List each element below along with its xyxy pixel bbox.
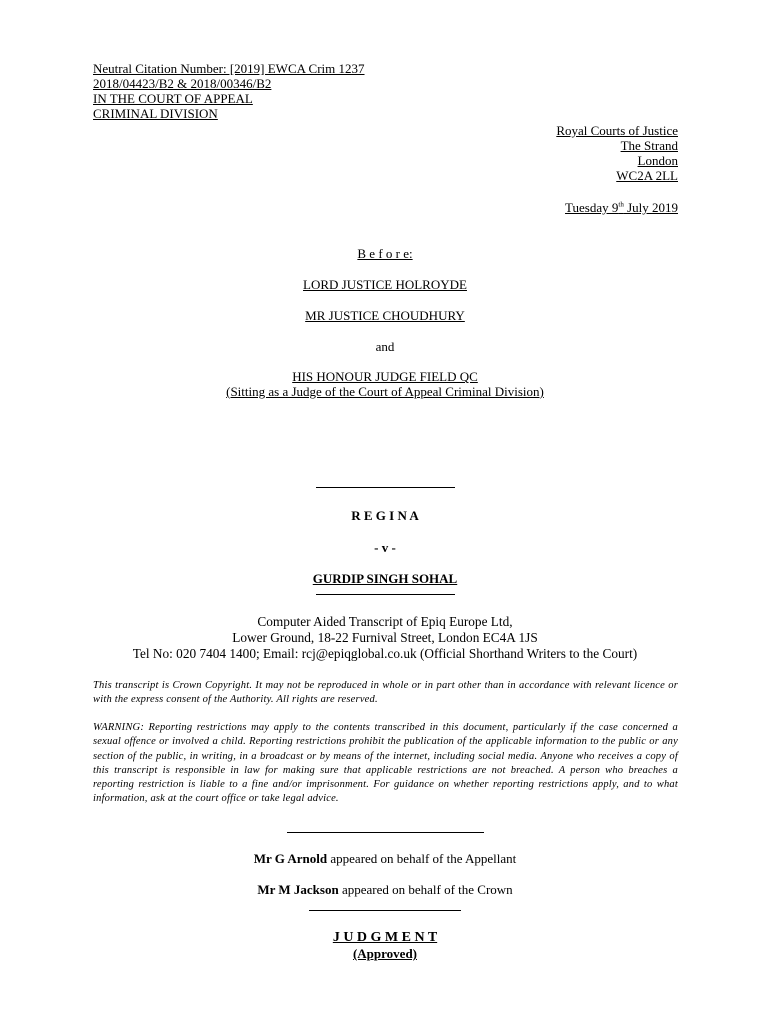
- crown-role: appeared on behalf of the Crown: [338, 882, 513, 897]
- divider-rule: [316, 487, 455, 488]
- divider-rule: [287, 832, 484, 833]
- judge-field-note: (Sitting as a Judge of the Court of Appeal Criminal Division): [226, 384, 544, 399]
- before-heading: B e f o r e:: [357, 246, 413, 261]
- address-line-3: London: [637, 153, 678, 168]
- address-line-2: The Strand: [620, 138, 678, 153]
- appellant-appearance: [0, 851, 770, 866]
- address-line-1: Royal Courts of Justice: [556, 123, 678, 138]
- transcript-line-2: Lower Ground, 18-22 Furnival Street, London EC4A 1JS: [232, 630, 538, 645]
- division-name: CRIMINAL DIVISION: [93, 106, 218, 121]
- court-name: IN THE COURT OF APPEAL: [93, 91, 253, 106]
- judge-holroyde: LORD JUSTICE HOLROYDE: [303, 277, 467, 292]
- regina-heading: R E G I N A: [351, 508, 419, 523]
- judge-field: HIS HONOUR JUDGE FIELD QC: [292, 369, 478, 384]
- hearing-date: [565, 200, 678, 215]
- crown-appearance: [0, 882, 770, 897]
- judgment-status: (Approved): [352, 946, 418, 961]
- case-numbers: 2018/04423/B2 & 2018/00346/B2: [93, 76, 272, 91]
- and-text: and: [375, 339, 395, 354]
- versus-text: - v -: [374, 540, 396, 555]
- judgment-heading: J U D G M E N T: [332, 930, 438, 945]
- appellant-counsel: Mr G Arnold: [253, 851, 328, 866]
- divider-rule: [309, 910, 461, 911]
- transcript-line-3: Tel No: 020 7404 1400; Email: rcj@epiqglobal.co.uk (Official Shorthand Writers to the Court): [132, 646, 638, 661]
- defendant-name: GURDIP SINGH SOHAL: [312, 571, 458, 586]
- neutral-citation: Neutral Citation Number: [2019] EWCA Crim 1237: [93, 61, 365, 76]
- divider-rule: [316, 594, 455, 595]
- date-day: Tuesday 9: [565, 200, 619, 215]
- crown-counsel: Mr M Jackson: [257, 882, 339, 897]
- reporting-warning: WARNING: Reporting restrictions may apply to the contents transcribed in this document, particularly if the case concerned a sexual offence or involved a child. Reporting restrictions prohibit the publication of the applicable information to the public or any section of the public, in writing, in a broadcast or by means of the internet, including social media. Anyone who receives a copy of this transcript is responsible in law for making sure that applicable restrictions are not breached. A person who breaches a reporting restriction is liable to a fine and/or imprisonment. For guidance on whether reporting restrictions apply, and to what information, ask at the court office or take legal advice.: [93, 722, 678, 805]
- date-rest: July 2019: [623, 200, 678, 215]
- judge-choudhury: MR JUSTICE CHOUDHURY: [305, 308, 465, 323]
- date-suffix: th: [618, 200, 624, 209]
- copyright-notice: This transcript is Crown Copyright. It may not be reproduced in whole or in part other than in accordance with relevant licence or with the express consent of the Authority. All rights are reserved.: [93, 680, 678, 706]
- transcript-line-1: Computer Aided Transcript of Epiq Europe Ltd,: [257, 614, 513, 629]
- address-line-4: WC2A 2LL: [616, 168, 678, 183]
- appellant-role: appeared on behalf of the Appellant: [327, 851, 517, 866]
